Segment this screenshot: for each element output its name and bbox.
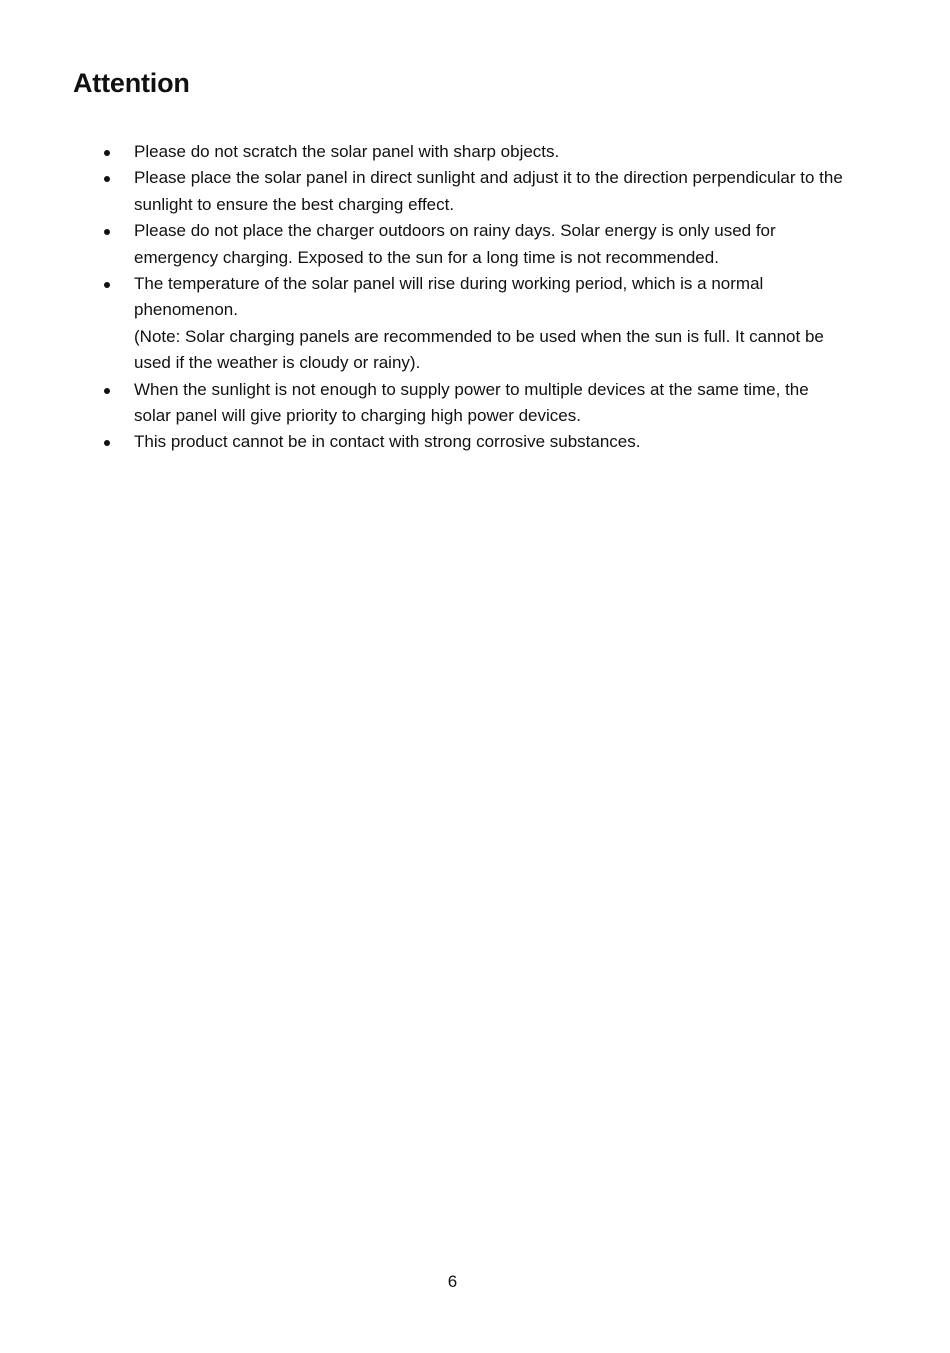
list-item-text: When the sunlight is not enough to supply power to multiple devices at the same time, the solar panel will give priority to charging high power devices. xyxy=(134,379,809,426)
page-title: Attention xyxy=(73,68,190,98)
list-item-text: This product cannot be in contact with strong corrosive substances. xyxy=(134,432,641,452)
bullet-icon xyxy=(104,150,110,156)
list-item xyxy=(104,271,844,377)
attention-list xyxy=(104,139,844,456)
bullet-icon xyxy=(104,282,110,288)
list-item-text: Please do not scratch the solar panel with sharp objects. xyxy=(134,142,560,161)
list-item xyxy=(104,429,844,455)
bullet-icon xyxy=(104,229,110,235)
list-item xyxy=(104,218,844,271)
list-item xyxy=(104,139,844,165)
list-item xyxy=(104,377,844,430)
list-item xyxy=(104,165,844,218)
bullet-icon xyxy=(104,176,110,182)
list-item-text: Please do not place the charger outdoors on rainy days. Solar energy is only used for emergency charging. Exposed to the sun for a long time is not recommended. xyxy=(134,221,776,267)
page-number: 6 xyxy=(447,1272,458,1291)
list-item-text: Please place the solar panel in direct sunlight and adjust it to the direction perpendicular to the sunlight to ensure the best charging effect. xyxy=(134,168,843,214)
list-item-text: The temperature of the solar panel will rise during working period, which is a normal phenomenon. xyxy=(134,274,764,320)
bullet-icon xyxy=(104,388,110,394)
bullet-icon xyxy=(104,440,110,446)
list-item-note: (Note: Solar charging panels are recommended to be used when the sun is full. It cannot be used if the weather is cloudy or rainy). xyxy=(134,326,824,373)
